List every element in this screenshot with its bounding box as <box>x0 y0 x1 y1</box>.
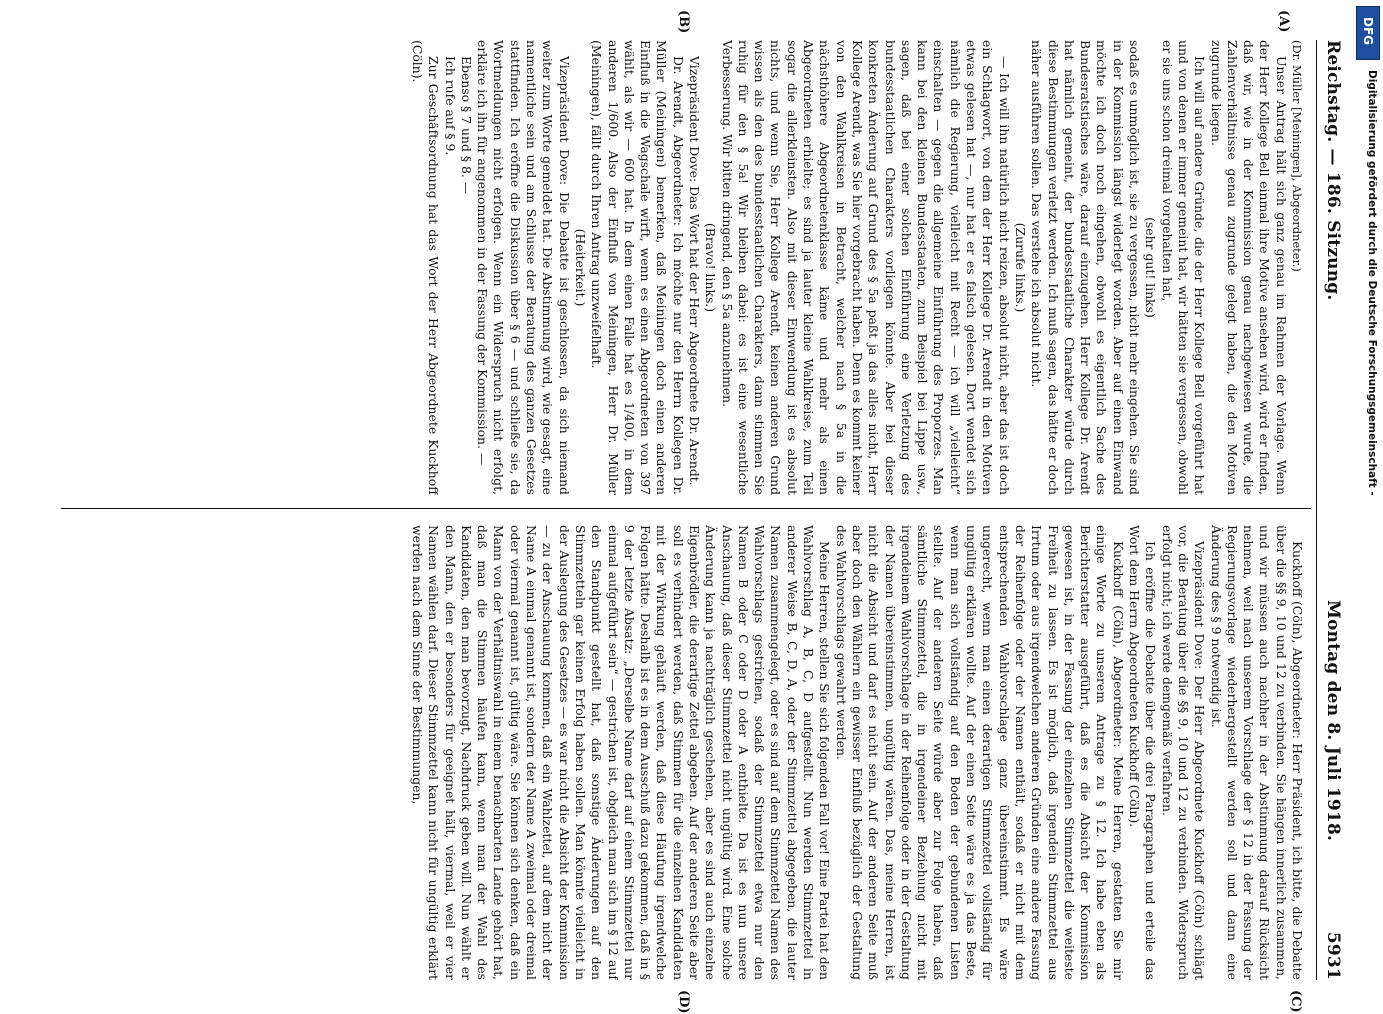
paragraph: Ich will auf andere Gründe, die der Herr Kollege Bell vorgeführt hat und von denen er immer gemeint hat, wir hätten sie vergessen, obwohl er sie uns schon dreimal vorgehalten hat, <box>1159 40 1208 495</box>
paragraph: sodaß es unmöglich ist, sie zu vergessen, nicht mehr eingehen. Sie sind in der Kommission längst widerlegt worden. Aber auf einen Einwand möchte ich doch noch eingehen, obwohl es eigentlich Sache des Bundesratstisches wäre, darauf einzugehen. Herr Kollege Dr. Arendt hat nämlich gemeint, der bundesstaatliche Charakter würde durch diese Bestimmungen verletzt werden. Ich muß sagen, das hätte er doch näher ausführen sollen. Das verstehe ich absolut nicht. <box>1029 40 1143 495</box>
paragraph: Vizepräsident Dove: Das Wort hat der Herr Abgeordnete Dr. Arendt. <box>687 56 703 486</box>
digitization-credit: Digitalisierung gefördert durch die Deutsche Forschungsgemeinschaft - <box>1366 70 1378 496</box>
left-column <box>65 40 1305 495</box>
paragraph: Vizepräsident Dove: Die Debatte ist geschlossen, da sich niemand weiter zum Worte gemeldet hat. Die Abstimmung wird, wie gesagt, eine namentliche sein und am Schlusse der Beratung des ganzen Gesetzes stattfinden. Ich eröffne die Diskussion über § 6 — und schließe sie, da Wortmeldungen nicht erfolgen. Wenn ein Widerspruch nicht erfolgt, erkläre ich ihn für angenommen in der Fassung der Kommission. — <box>475 40 572 495</box>
dfg-logo-text: DFG <box>1361 17 1375 46</box>
paragraph: Ebenso § 7 und § 8. — <box>458 56 474 195</box>
margin-mark-a: (A) <box>1276 10 1291 33</box>
margin-mark-d: (D) <box>676 990 691 1014</box>
page-number: 5931 <box>1323 931 1343 980</box>
paragraph: Ich eröffne die Debatte über die drei Paragraphen und erteile das Wort dem Herrn Abgeordneten Kuckhoff (Cöln). <box>1127 525 1159 980</box>
paragraph: (Zurufe links.) <box>1012 222 1028 313</box>
margin-mark-c: (C) <box>1288 990 1303 1013</box>
paragraph: (sehr gut! links) <box>1143 217 1159 318</box>
paragraph: Kuckhoff (Cöln), Abgeordneter: Herr Präsident, ich bitte, die Debatte über die §§ 9, 10 und 12 zu verbinden. Sie hängen innerlich zusammen, und wir müssen auch nachher in der Abstimmung darauf Rücksicht nehmen, weil nach unserem Vorschlage der § 12 in der Fassung der Regierungsvorlage wiederhergestellt werden soll und dann eine Änderung des § 9 notwendig ist. <box>1208 525 1305 980</box>
paragraph: Meine Herren, stellen Sie sich folgenden Fall vor! Eine Partei hat den Wahlvorschlag A, B, C, D aufgestellt. Nun werden Stimmzettel in anderer Weise B, C, D, A, oder der Stimmzettel abgegeben, die lauter Namen zusammengelegt, oder es sind auf dem Stimmzettel Namen des Wahlvorschlags gestrichen, sodaß der Stimmzettel etwa nur den Namen B oder C oder D oder A enthielte. Da ist es nun unsere Anschauung, daß dieser Stimmzettel nicht ungültig wird. Eine solche Änderung kann ja nachträglich geschehen, aber es sind auch einzelne Eigenbrödler, die derartige Zettel abgeben. Auf der anderen Seite aber soll es verhindert werden, daß Stimmen für die einzelnen Kandidaten mit der Wirkung gehäuft werden, daß diese Häufung irgendwelche Folgen hätte. Deshalb ist es in dem Ausschuß dazu gekommen, daß in § 9 der letzte Absatz: „Derselbe Name darf auf einem Stimmzettel nur einmal aufgeführt sein“ — gestrichen ist, obgleich man sich im § 12 auf den Standpunkt gestellt hat, daß sonstige Änderungen auf den Stimmzetteln gar keinen Erfolg haben sollen. Man könnte vielleicht in der Auslegung des Gesetzes — es war nicht die Absicht der Kommission — zu der Anschauung kommen, daß ein Wahlzettel, auf dem nicht der Name A einmal genannt ist, sondern der Name A zweimal oder dreimal oder viermal genannt ist, gültig wäre. Sie können sich denken, daß ein Mann von der Verhältniswahl in einem benachbarten Lande gehört hat, daß man die Stimmen häufen kann, wenn man der Wahl des Kandidaten, den man bevorzugt, Nachdruck geben will. Nun wählt er den Mann, den er besonders für geeignet hält, viermal, weil er vier Namen wählen darf. Dieser Stimmzettel kann nicht für ungültig erklärt werden nach dem Sinne der Bestimmungen, <box>409 525 833 980</box>
paragraph: (Dr. Müller [Meiningen], Abgeordneter.) <box>1290 40 1304 272</box>
right-column <box>65 525 1305 980</box>
paragraph: Vizepräsident Dove: Der Herr Abgeordnete Kuckhoff (Cöln) schlägt vor, die Beratung über die §§ 9, 10 und 12 zu verbinden. Widerspruch erfolgt nicht; ich werde demgemäß verfahren. <box>1159 525 1208 980</box>
dfg-sidebar <box>1352 0 1383 1000</box>
paragraph: (Bravo! links.) <box>703 222 719 313</box>
paragraph: (Heiterkeit.) <box>572 228 588 307</box>
header-rule <box>1316 40 1317 980</box>
header-left: Reichstag. — 186. Sitzung. <box>1323 40 1343 301</box>
paragraph: Kuckhoff (Cöln), Abgeordneter: Meine Herren, gestatten Sie mir einige Worte zu unserem Antrage zu § 12. Ich habe eben als Berichterstatter ausgeführt, daß es die Absicht der Kommission gewesen ist, in der Fassung der einzelnen Stimmzettel die weiteste Freiheit zu lassen. Es ist möglich, daß irgendein Stimmzettel aus Irrtum oder aus irgendwelchen anderen Gründen eine andere Fassung der Reihenfolge oder der Namen enthält, sodaß er nicht mit dem entsprechenden Wahlvorschlage ganz übereinstimmt. Es wäre ungerecht, wenn man einen derartigen Stimmzettel vollständig für ungültig erklären wollte. Auf der einen Seite wäre es ja das Beste, wenn man sich vollständig auf den Boden der gebundenen Listen stellte. Auf der anderen Seite würde aber zur Folge haben, daß sämtliche Stimmzettel, die in irgendeiner Beziehung nicht mit irgendeinem Wahlvorschlage in der Reihenfolge oder in der Gestaltung der Namen übereinstimmen, ungültig wären. Das, meine Herren, ist nicht die Absicht und darf es nicht sein. Auf der anderen Seite muß aber doch den Wählern ein gewisser Einfluß bezüglich der Gestaltung des Wahlvorschlags gewahrt werden. <box>833 525 1126 980</box>
paragraph: Dr. Arendt, Abgeordneter: Ich möchte nur den Herrn Kollegen Dr. Müller (Meiningen) bemerken, daß Meiningen doch einen anderen Einfluß in die Wagschale wirft, wenn es einen Abgeordneten von 397 wählt, als wir — 600 hat. In dem einen Falle hat es 1/400, in dem anderen 1/600. Also der Einfluß von Meiningen, Herr Dr. Müller (Meiningen), fällt durch Ihren Antrag unzweifelhaft. <box>589 40 686 495</box>
column-divider <box>61 508 1311 509</box>
paragraph: Zur Geschäftsordnung hat das Wort der Herr Abgeordnete Kuckhoff (Cöln). <box>409 40 442 495</box>
paragraph: Unser Antrag hält sich ganz genau im Rahmen der Vorlage. Wenn der Herr Kollege Bell einmal ihre Motive ansehen wird, wird er finden, daß wir, wie in der Kommission genau nachgewiesen wurde, die Zahlenverhältnisse genau zugrunde gelegt haben, die den Motiven zugrunde liegen. <box>1208 40 1289 495</box>
rotated-document-page <box>31 0 1351 1014</box>
page-header <box>1317 40 1343 980</box>
paragraph: Ich rufe auf § 9. <box>442 56 458 156</box>
dfg-logo <box>1356 6 1380 60</box>
paragraph: — Ich will ihn natürlich nicht reizen, absolut nicht, aber das ist doch ein Schlagwort, von dem der Herr Kollege Dr. Arendt in den Motiven etwas gelesen hat —, nur hat er es falsch gelesen. Dort wendet sich nämlich die Regierung, vielleicht mit Recht — ich will „vielleicht“ einschalten — gegen die allgemeine Einführung des Proporzes. Man kann bei den kleinen Bundesstaaten, zum Beispiel bei Lippe usw., sagen, daß bei einer solchen Einführung eine Verletzung des bundesstaatlichen Charakters vorliegen könnte. Aber bei dieser konkreten Änderung auf Grund des § 5a paßt ja das alles nicht, Herr Kollege Arendt, was Sie hier vorgebracht haben. Denn es kommt keiner von den Wahlkreisen in Betracht, welcher nach § 5a in die nächsthöhere Abgeordnetenklasse käme und mehr als einen Abgeordneten erhielte; es sind ja lauter kleine Wahlkreise, zum Teil sogar die allerkleinsten. Also mit dieser Einwendung ist es absolut nichts, und wenn Sie, Herr Kollege Arendt, keinen anderen Grund wissen als den des bundesstaatlichen Charakters, dann stimmen Sie ruhig für den § 5a! Wir bleiben dabei: es ist eine wesentliche Verbesserung. Wir bitten dringend, den § 5a anzunehmen. <box>719 40 1012 495</box>
margin-mark-b: (B) <box>676 10 691 34</box>
header-center: Montag den 8. Juli 1918. <box>1323 600 1343 842</box>
